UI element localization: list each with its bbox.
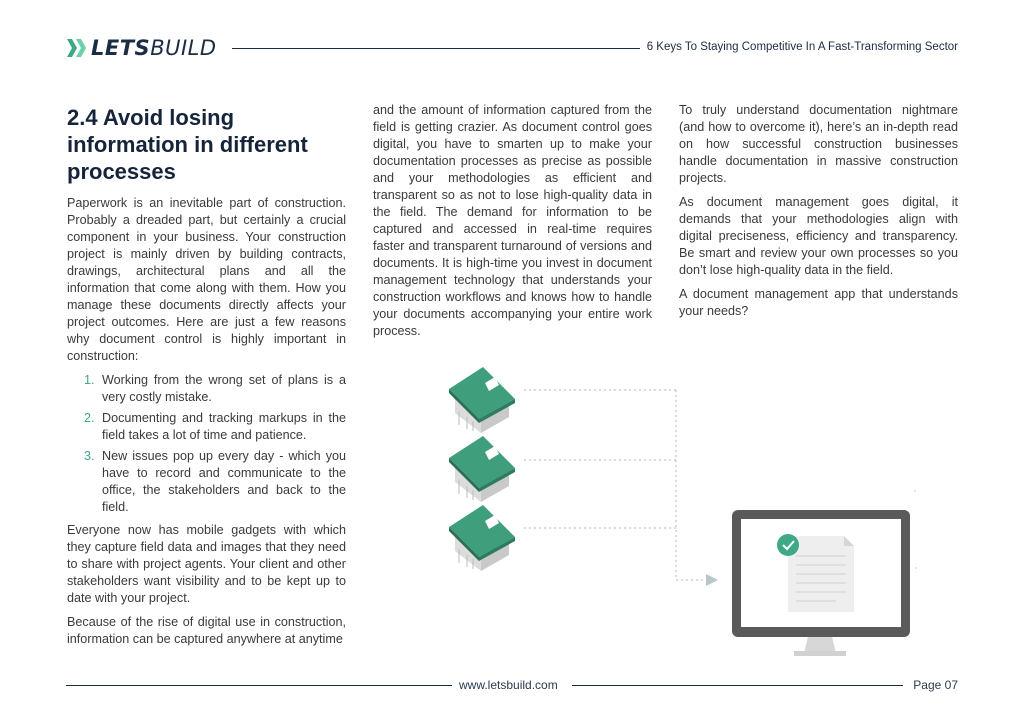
flow-connector-lines <box>524 390 708 580</box>
building-icon <box>449 505 515 571</box>
mobile-paragraph: Everyone now has mobile gadgets with which they capture field data and images that they need to share with project agents. Your client and other stakeholders want visibility and to be kept up to date with your project. <box>67 523 346 605</box>
header-divider <box>232 48 640 49</box>
footer-divider-right <box>572 685 903 686</box>
list-item-text: New issues pop up every day - which you have to record and communicate to the office, the stakeholders and back to the field. <box>102 449 346 514</box>
list-number: 3. <box>84 449 95 463</box>
list-item-text: Working from the wrong set of plans is a very costly mistake. <box>102 373 346 404</box>
checkmark-icon <box>777 534 799 556</box>
reasons-list <box>67 372 346 516</box>
website-link[interactable]: www.letsbuild.com <box>459 678 558 692</box>
list-number: 2. <box>84 411 95 425</box>
column-left <box>67 104 346 655</box>
letsbuild-logo <box>66 35 217 61</box>
column-middle <box>373 102 652 347</box>
digital-alignment-paragraph: As document management goes digital, it demands that your methodologies align with digital preciseness, efficiency and transparency. Be smart and review your own processes so you don’t lose high-quality data in the field. <box>679 195 958 277</box>
list-item <box>67 448 346 516</box>
app-question-paragraph: A document management app that understands your needs? <box>679 287 958 318</box>
section-heading: 2.4 Avoid losing information in different processes <box>67 105 308 184</box>
intro-paragraph: Paperwork is an inevitable part of construction. Probably a dreaded part, but certainly a crucial component in your business. Your construction project is mainly driven by building contracts, drawings, architectural plans and all the information that come along with them. How you manage these documents directly affects your project outcomes. Here are just a few reasons why document control is highly important in construction: <box>67 196 346 363</box>
building-icon <box>449 367 515 433</box>
building-icon <box>449 436 515 502</box>
page-header <box>66 34 958 62</box>
list-item <box>67 372 346 406</box>
arrow-head-icon <box>706 574 718 586</box>
digital-rise-paragraph: Because of the rise of digital use in construction, information can be captured anywhere at anytime <box>67 615 346 646</box>
continued-paragraph: and the amount of information captured from the field is getting crazier. As document control goes digital, you have to smarten up to make your documentation processes as precise as possible and your methodologies as efficient and transparent so as not to lose high-quality data in the field. The demand for information to be captured and accessed in real-time requires faster and transparent turnaround of versions and documents. It is high-time you invest in document management technology that understands your construction workflows and knows how to handle your documents accompanying your entire work process. <box>373 103 652 338</box>
footer-divider-left <box>66 685 452 686</box>
document-flow-illustration <box>440 360 930 665</box>
decorative-dot <box>915 567 917 569</box>
page-number: Page 07 <box>913 678 958 692</box>
chevrons-logo-icon <box>66 37 88 59</box>
document-title: 6 Keys To Staying Competitive In A Fast-Transforming Sector <box>646 41 958 53</box>
list-item-text: Documenting and tracking markups in the field takes a lot of time and patience. <box>102 411 346 442</box>
list-item <box>67 410 346 444</box>
logo-wordmark: LETSBUILD <box>91 36 217 60</box>
list-number: 1. <box>84 373 95 387</box>
decorative-dot <box>914 490 916 492</box>
documentation-paragraph: To truly understand documentation nightmare (and how to overcome it), here’s an in-depth read on how successful construction businesses handle documentation in massive construction projects. <box>679 103 958 185</box>
page-footer <box>66 676 958 696</box>
column-right <box>679 102 958 327</box>
